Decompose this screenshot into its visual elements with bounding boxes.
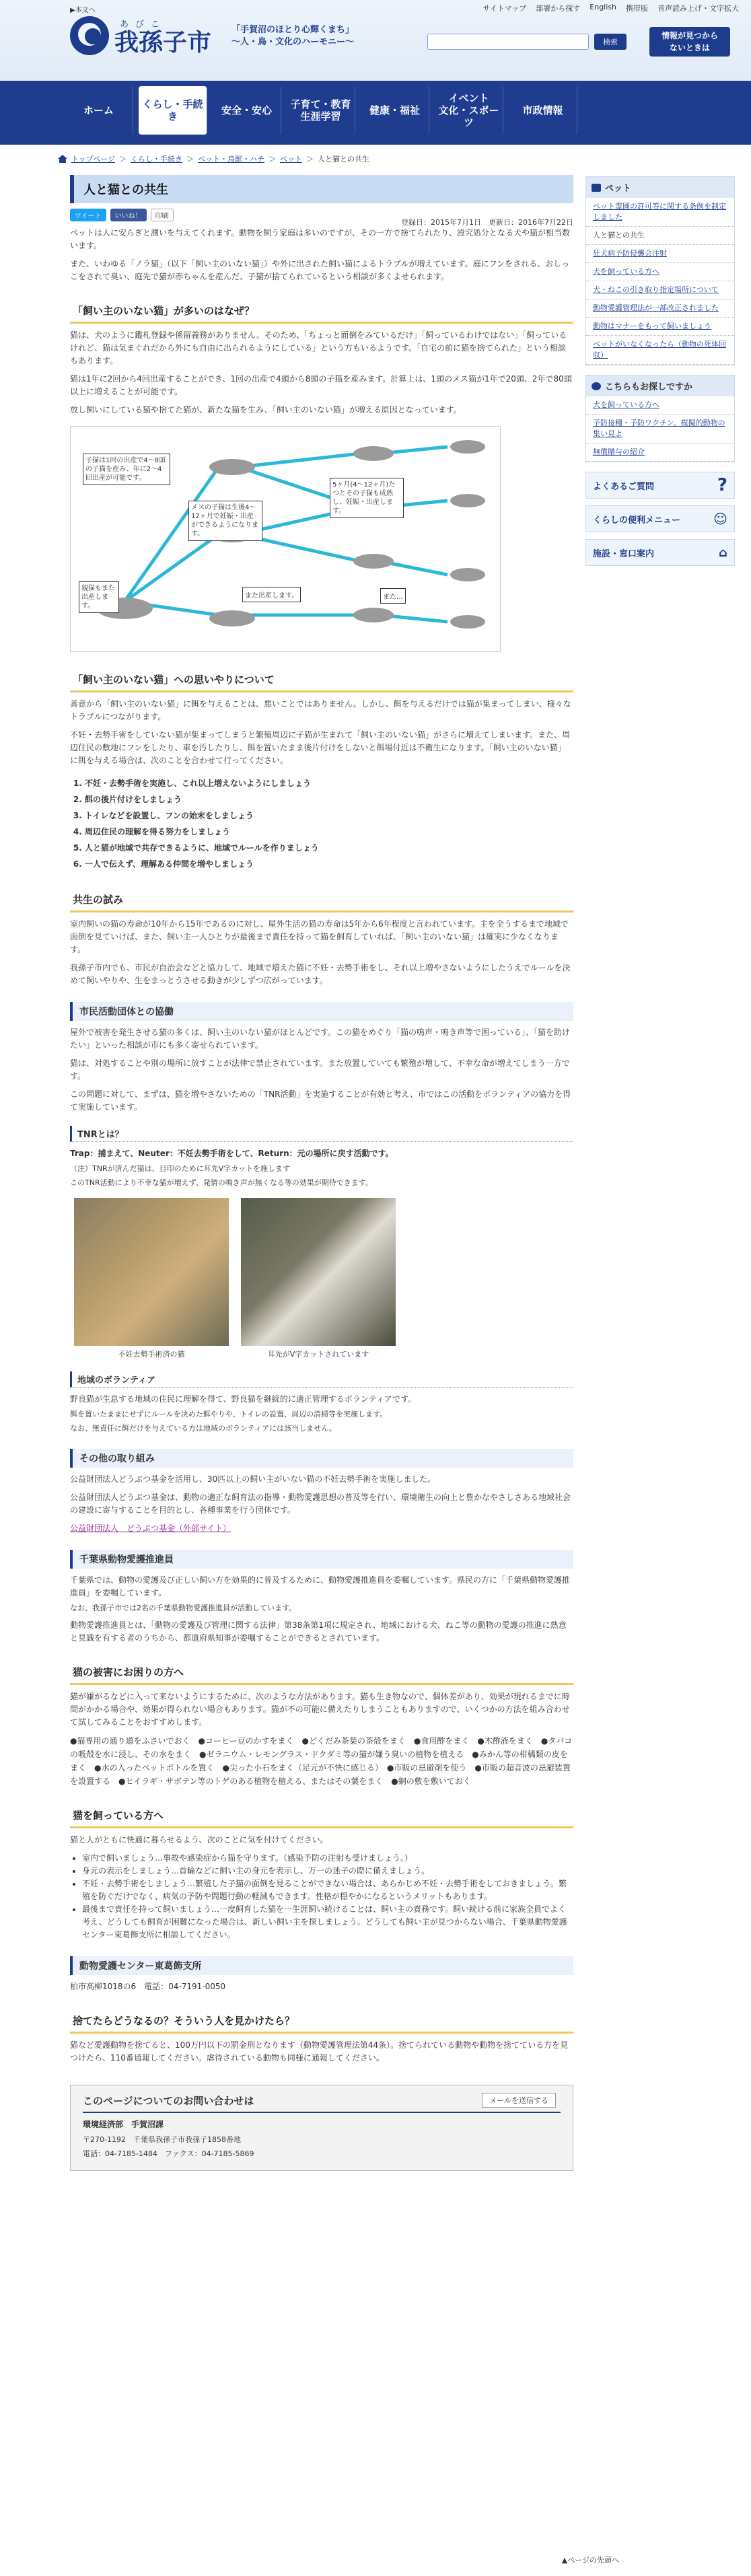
sidebar-item-cemetery[interactable]: ペット霊園の許可等に関する条例を制定しました: [593, 202, 726, 221]
list-item: 6. 一人で伝えず、理解ある仲間を増やしましょう: [85, 856, 573, 872]
like-button[interactable]: いいね！: [110, 209, 147, 221]
other-2: 公益財団法人どうぶつ基金は、動物の適正な飼育法の指導・動物愛護思想の普及等を行い、環境衛生の向上と豊かなやさしさある地域社会の建設に寄与することを目的とし、各種事業を行う団体です。: [70, 1493, 571, 1515]
cat-breeding-diagram: [70, 426, 501, 652]
logo-name: 我孫子市: [114, 28, 212, 57]
facility-label: 施設・窓口案内: [593, 548, 655, 559]
heading-other: その他の取り組み: [70, 1449, 573, 1468]
english-link[interactable]: English: [589, 3, 616, 11]
contact-address: 〒270-1192 千葉県我孫子市我孫子1858番地: [83, 2135, 241, 2144]
mail-button[interactable]: メールを送信する: [482, 2093, 556, 2108]
photo-ear-cut-cat: [241, 1198, 396, 1359]
cat-photo-2: [241, 1198, 396, 1346]
abandon-1: 猫など愛護動物を捨てると、100万円以下の罰金刑となります（動物愛護管理法第44条）。捨てられている動物や動物を捨てている方を見つけたら、110番通報してください。虐待されている動物も同様に通報してください。: [70, 2040, 569, 2063]
city-slogan: [219, 24, 367, 48]
back-to-top-link[interactable]: ▲ページの先頭へ: [561, 2556, 619, 2565]
question-icon: ?: [717, 475, 727, 495]
tnr-photos: [74, 1198, 573, 1359]
heading-volunteer: 地域のボランティア: [70, 1371, 573, 1388]
faq-label: よくあるご質問: [593, 481, 655, 492]
folder-icon: [592, 184, 601, 192]
heading-keep: 猫を飼っている方へ: [70, 1805, 573, 1828]
heading-center: 動物愛護センター東葛飾支所: [70, 1956, 573, 1975]
list-item: 1. 不妊・去勢手術を実施し、これ以上増えないようにしましょう: [85, 775, 573, 791]
vol-1: 野良猫が生息する地域の住民に理解を得て、野良猫を継続的に適正管理するボランティアです。: [70, 1394, 417, 1404]
breadcrumb: トップページ ＞ くらし・手続き ＞ ペット・鳥獣・ハチ ＞ ペット ＞ 人と猫との共生: [58, 153, 369, 164]
sidebar-item-current: 人と猫との共生: [593, 231, 645, 240]
list-item: • 室内で飼いましょう…事故や感染症から猫を守ります。（感染予防の注射も受けましょう。）: [82, 1852, 573, 1865]
sidebar: [585, 176, 735, 573]
photo-caption-2: 耳先がV字カットされています: [267, 1350, 369, 1359]
breadcrumb-top[interactable]: トップページ: [71, 155, 116, 164]
care-1: 善意から「飼い主のいない猫」に餌を与えることは、悪いことではありません。しかし、餌を与えるだけでは猫が集まってしまい、様々なトラブルにつながります。: [70, 699, 571, 721]
search-button[interactable]: 検索: [594, 34, 627, 50]
list-item: 4. 周辺住民の理解を得る努力をしましょう: [85, 824, 573, 840]
list-item: • 不妊・去勢手術をしましょう…繁殖した子猫の面倒を見ることができない場合は、あらかじめ不妊・去勢手術をしておきましょう。繁殖を防ぐだけでなく、病気の予防や問題行動の軽減もできます。性格が穏やかになるというメリットもあります。: [82, 1877, 573, 1903]
kyodo-3: この問題に対して、まずは、猫を増やさないための「TNR活動」を実施することが有効と考え、市ではこの活動をボランティアの協力を得て実施しています。: [70, 1089, 571, 1112]
list-item: • 最後まで責任を持って飼いましょう…一度飼育した猫を一生涯飼い続けることは、飼い主の責務です。飼い続ける前に家族全員でよく考え、どうしても飼育が困難になった場合は、新しい飼い主を探しましょう。どうしても飼い主が見つからない場合、千葉県動物愛護センター東葛飾支所に相談してください。: [82, 1903, 573, 1941]
tnr-1: Trap：捕まえて、Neuter：不妊去勢手術をして、Return：元の場所に戻す活動です。: [70, 1149, 394, 1158]
site-header: [0, 0, 751, 145]
print-button[interactable]: 印刷: [151, 209, 174, 221]
breadcrumb-current: 人と猫との共生: [318, 155, 370, 164]
heading-tnr: TNRとは？: [70, 1126, 573, 1142]
site-logo[interactable]: [70, 16, 211, 55]
tnr-2: （注）TNRが済んだ猫は、目印のために耳先V字カットを施します: [70, 1164, 291, 1173]
person-icon: ☺: [713, 511, 727, 527]
tweet-button[interactable]: ツイート: [70, 209, 106, 221]
breadcrumb-kurashi[interactable]: くらし・手続き: [131, 155, 183, 164]
search-input[interactable]: [427, 34, 589, 50]
diagram-label-1: 子猫は1回の出産で4～8頭の子猫を産み、年に2～4回出産が可能です。: [83, 454, 170, 485]
why-3: 放し飼いにしている猫や捨てた猫が、新たな猫を生み、「飼い主のいない猫」が増える原因となっています。: [70, 405, 462, 415]
photo-caption-1: 不妊去勢手術済の猫: [118, 1350, 185, 1359]
contact-tel: 電話：04-7185-1484 ファクス：04-7185-5869: [83, 2149, 254, 2158]
heading-harm: 猫の被害にお困りの方へ: [70, 1662, 573, 1685]
menu-label: くらしの便利メニュー: [593, 515, 681, 526]
sitemap-link[interactable]: サイトマップ: [482, 4, 527, 13]
home-icon: [58, 155, 67, 163]
why-2: 猫は1年に2回から4回出産することができ、1回の出産で4頭から8頭の子猫を産みます。計算上は、1頭のメス猫が1年で20頭、2年で80頭以上に増えることが可能です。: [70, 374, 572, 396]
also-item-vaccine[interactable]: 予防接種・予防ワクチン、模擬的動物の集い見よ: [593, 419, 725, 438]
care-2: 不妊・去勢手術をしていない猫が集まってしまうと繁殖周辺に子猫が生まれて「飼い主のいない猫」がさらに増えてしまいます。また、周辺住民の敷地にフンをしたり、車を汚したりし、餌を置いたまま後片付けをしないと餌場付近は不衛生になります。「飼い主のいない猫」に餌を与える場合は、次のことを合わせて行ってください。: [70, 730, 571, 765]
slogan-line-1: 「手賀沼のほとり心輝くまち」: [231, 25, 354, 35]
heading-chiba: 千葉県動物愛護推進員: [70, 1550, 573, 1569]
top-links: [482, 3, 739, 13]
facility-button[interactable]: [585, 539, 735, 566]
logo-ruby: あびこ: [120, 19, 167, 30]
center-1: 柏市高柳1018の6 電話：04-7191-0050: [70, 1982, 226, 1991]
sidebar-item-dog[interactable]: 犬を飼っている方へ: [593, 267, 659, 276]
harm-1: 猫が嫌がるなどに入って来ないようにするために、次のような方法があります。猫も生き物なので、個体差があり、効果が現れるまでに時間がかかる場合や、効果が得られない場合もあります。猫が不の可能に備えたりしまうこともありますので、いくつかの方法を組み合わせて試してみることをおすすめします。: [70, 1692, 570, 1727]
kyosei-1: 室内飼いの猫の寿命が10年から15年であるのに対し、屋外生活の猫の寿命は5年から6年程度と言われています。主を全うするまで地域で面倒を見ていけば、また、飼い主一人ひとりが最後まで責任を持って猫を飼育していれば、「飼い主のいない猫」は確実に少なくなります。: [70, 919, 569, 954]
skip-link[interactable]: ▶本文へ: [70, 7, 96, 14]
search-icon: [592, 382, 601, 390]
building-icon: ⌂: [719, 545, 727, 560]
sidebar-item-rabies[interactable]: 狂犬病予防侵襲会注射: [593, 249, 667, 258]
list-item: • 身元の表示をしましょう…首輪などに飼い主の身元を表示し、万一の迷子の際に備えましょう。: [82, 1865, 573, 1877]
heading-abandon: 捨てたらどうなるの？そういう人を見かけたら？: [70, 2011, 573, 2034]
heading-why: 「飼い主のいない猫」が多いのはなぜ？: [70, 301, 573, 324]
contact-title: このページについてのお問い合わせは: [83, 2094, 561, 2113]
nav-event[interactable]: イベント 文化・スポーツ: [435, 86, 503, 135]
mobile-link[interactable]: 携帯版: [626, 4, 648, 13]
page-dates: 登録日：2015年7月1日 更新日：2016年7月22日: [401, 218, 573, 227]
doubutsu-kikin-link[interactable]: 公益財団法人 どうぶつ基金（外部サイト）: [70, 1524, 231, 1533]
also-item-gift[interactable]: 無償贈与の紹介: [593, 448, 645, 456]
diagram-label-2: メスの子猫は生後4～12ヶ月で妊娠・出産ができるようになります。: [188, 501, 262, 541]
info-not-found-button[interactable]: 情報が見つから ないときは: [649, 27, 730, 57]
faq-button[interactable]: [585, 472, 735, 499]
vol-2: 餌を置いたままにせずにルールを決めた餌やりや、トイレの設置、周辺の清掃等を実施します。: [70, 1410, 388, 1419]
care-list: [85, 775, 573, 872]
sidebar-item-lost-pet[interactable]: ペットがいなくなったら（動物の死体回収）: [593, 340, 726, 359]
contact-box: [70, 2085, 573, 2171]
photo-neutered-cat: [74, 1198, 229, 1359]
list-item: 5. 人と猫が地域で共存できるように、地域でルールを作りましょう: [85, 840, 573, 856]
city-emblem-icon: [70, 16, 109, 55]
main-content: [70, 175, 573, 2171]
departments-link[interactable]: 部署から探す: [536, 4, 581, 13]
kyosei-2: 我孫子市内でも、市民が自治会などと協力して、地域で増えた猫に不妊・去勢手術をし、それ以上増やさないようにしたうえでルールを決めて飼いやりや、生をまっとうさせる動きが少しずつ広がっています。: [70, 963, 571, 985]
kyodo-1: 屋外で被害を発生させる猫の多くは、飼い主のいない猫がほとんどです。この猫をめぐり「猫の鳴声・鳴き声等で困っている」、「猫を助けたい」といった相談が市にも多く寄せられています。: [70, 1028, 571, 1050]
breadcrumb-pet-chouju[interactable]: ペット・鳥獣・ハチ: [198, 155, 265, 164]
cat-photo-1: [74, 1198, 229, 1346]
nav-anzen[interactable]: 安全・安心: [213, 86, 281, 135]
site-search: [427, 34, 627, 50]
list-item: 3. トイレなどを設置し、フンの始末をしましょう: [85, 808, 573, 824]
slogan-line-2: ～人・鳥・文化のハーモニー～: [231, 37, 354, 47]
also-item-dog[interactable]: 犬を飼っている方へ: [593, 400, 659, 409]
chiba-2: なお、我孫子市では2名の千葉県動物愛護推進員が活動しています。: [70, 1604, 297, 1612]
breadcrumb-pet[interactable]: ペット: [280, 155, 303, 164]
accessibility-link[interactable]: 音声読み上げ・文字拡大: [657, 4, 739, 13]
sidebar-also-title: こちらもお探しですか: [605, 382, 693, 392]
page-title: 人と猫との共生: [70, 175, 573, 203]
kyodo-2: 猫は、対処することや別の場所に放すことが法律で禁止されています。また放置していても繁殖が増して、不幸な命が増えてしまう一方です。: [70, 1059, 570, 1081]
sidebar-pet-title: ペット: [605, 184, 632, 194]
harm-measures: ●猫専用の通り道をふさいでおく ●コーヒー豆のかすをまく ●どくだみ茶葉の茶殻をまく ●食用酢をまく ●木酢液をまく ●タバコの吸殻を水に浸し、その水をまく ●ゼラニウム・レモングラス・ドクダミ等の猫が嫌う臭いの植物を植える ●みかん等の柑橘類の皮をまく ●水の入ったペットボトルを置く ●尖った小石をまく（足元が不快に感じる） ●市販の忌避剤を使う ●市販の超音波の忌避装置を設置する ●ヒイラギ・サボテン等のトゲのある植物を植える、またはその葉をまく ●網の敷を敷いておく: [70, 1736, 573, 1786]
sidebar-item-law[interactable]: 動物愛護管理法が一部改正されました: [593, 303, 719, 312]
chiba-1: 千葉県では、動物の愛護及び正しい飼い方を効果的に普及するために、動物愛護推進員を委嘱しています。県民の方に「千葉県動物愛護推進員」を委嘱しています。: [70, 1575, 571, 1598]
nav-shisei[interactable]: 市政情報: [509, 86, 577, 135]
tnr-3: このTNR活動により不幸な猫が増えず、発情の鳴き声が無くなる等の効果が期待できます。: [70, 1178, 373, 1187]
heading-kyosei: 共生の試み: [70, 890, 573, 913]
global-nav: [0, 81, 751, 145]
sidebar-pet: [585, 176, 735, 365]
vol-3: なお、無責任に餌だけを与えている方は地域のボランティアには該当しません。: [70, 1424, 336, 1433]
heading-care: 「飼い主のいない猫」への思いやりについて: [70, 670, 573, 692]
menu-button[interactable]: [585, 505, 735, 532]
intro-2: また、いわゆる「ノラ猫」（以下「飼い主のいない猫」）や外に出された飼い猫によるトラブルが増えています。庭にフンをされる、おしっこをされて臭い、庭先で猫が赤ちゃんを産んだ、子猫が捨てられているという相談が多くよせられます。: [70, 259, 570, 281]
diagram-label-3: 5ヶ月(4～12ヶ月)たつとその子猫も成熟し、妊娠・出産します。: [330, 478, 404, 518]
diagram-label-6: 親猫もまた出産します。: [79, 581, 119, 613]
heading-kyodo: 市民活動団体との協働: [70, 1002, 573, 1021]
diagram-label-5: また…: [380, 588, 406, 604]
sidebar-item-takeover[interactable]: 犬・ねこの引き取り指定場所について: [593, 285, 719, 294]
nav-kosodate[interactable]: 子育て・教育 生涯学習: [287, 86, 355, 135]
keep-list: [82, 1852, 573, 1941]
why-1: 猫は、犬のように鑑札登録や係留義務がありません。そのため、「ちょっと面倒をみているだけ」「飼っているわけではない」「飼っているけれど、猫は気まぐれだから外にも自由に出られるようにしている」という方もいるようです。「自宅の前に猫を捨てられた」という相談もあります。: [70, 330, 567, 365]
intro-1: ペットは人に安らぎと潤いを与えてくれます。動物を飼う家庭は多いのですが、その一方で捨てられたり、設究処分となる犬や猫が相当数います。: [70, 228, 571, 250]
contact-dept: 環境経済部 手賀沼課: [83, 2120, 164, 2129]
nav-kurashi[interactable]: くらし・手続き: [139, 86, 207, 135]
sidebar-item-manners[interactable]: 動物はマナーをもって飼いましょう: [593, 322, 711, 330]
diagram-label-4: また出産します。: [242, 587, 301, 602]
list-item: 2. 餌の後片付けをしましょう: [85, 791, 573, 808]
chiba-3: 動物愛護推進員とは、「動物の愛護及び管理に関する法律」第38条第1項に規定され、地域における犬、ねこ等の動物の愛護の推進に熱意と見識を有する者のうちから、都道府県知事が委嘱することができるとされています。: [70, 1620, 567, 1643]
nav-home[interactable]: ホーム: [65, 86, 133, 135]
sidebar-also: [585, 375, 735, 462]
keep-0: 猫と人がともに快適に暮らせるよう、次のことに気を付けてください。: [70, 1835, 328, 1845]
nav-kenko[interactable]: 健康・福祉: [361, 86, 429, 135]
other-1: 公益財団法人どうぶつ基金を活用し、30匹以上の飼い主がいない猫の不妊去勢手術を実施しました。: [70, 1474, 436, 1484]
